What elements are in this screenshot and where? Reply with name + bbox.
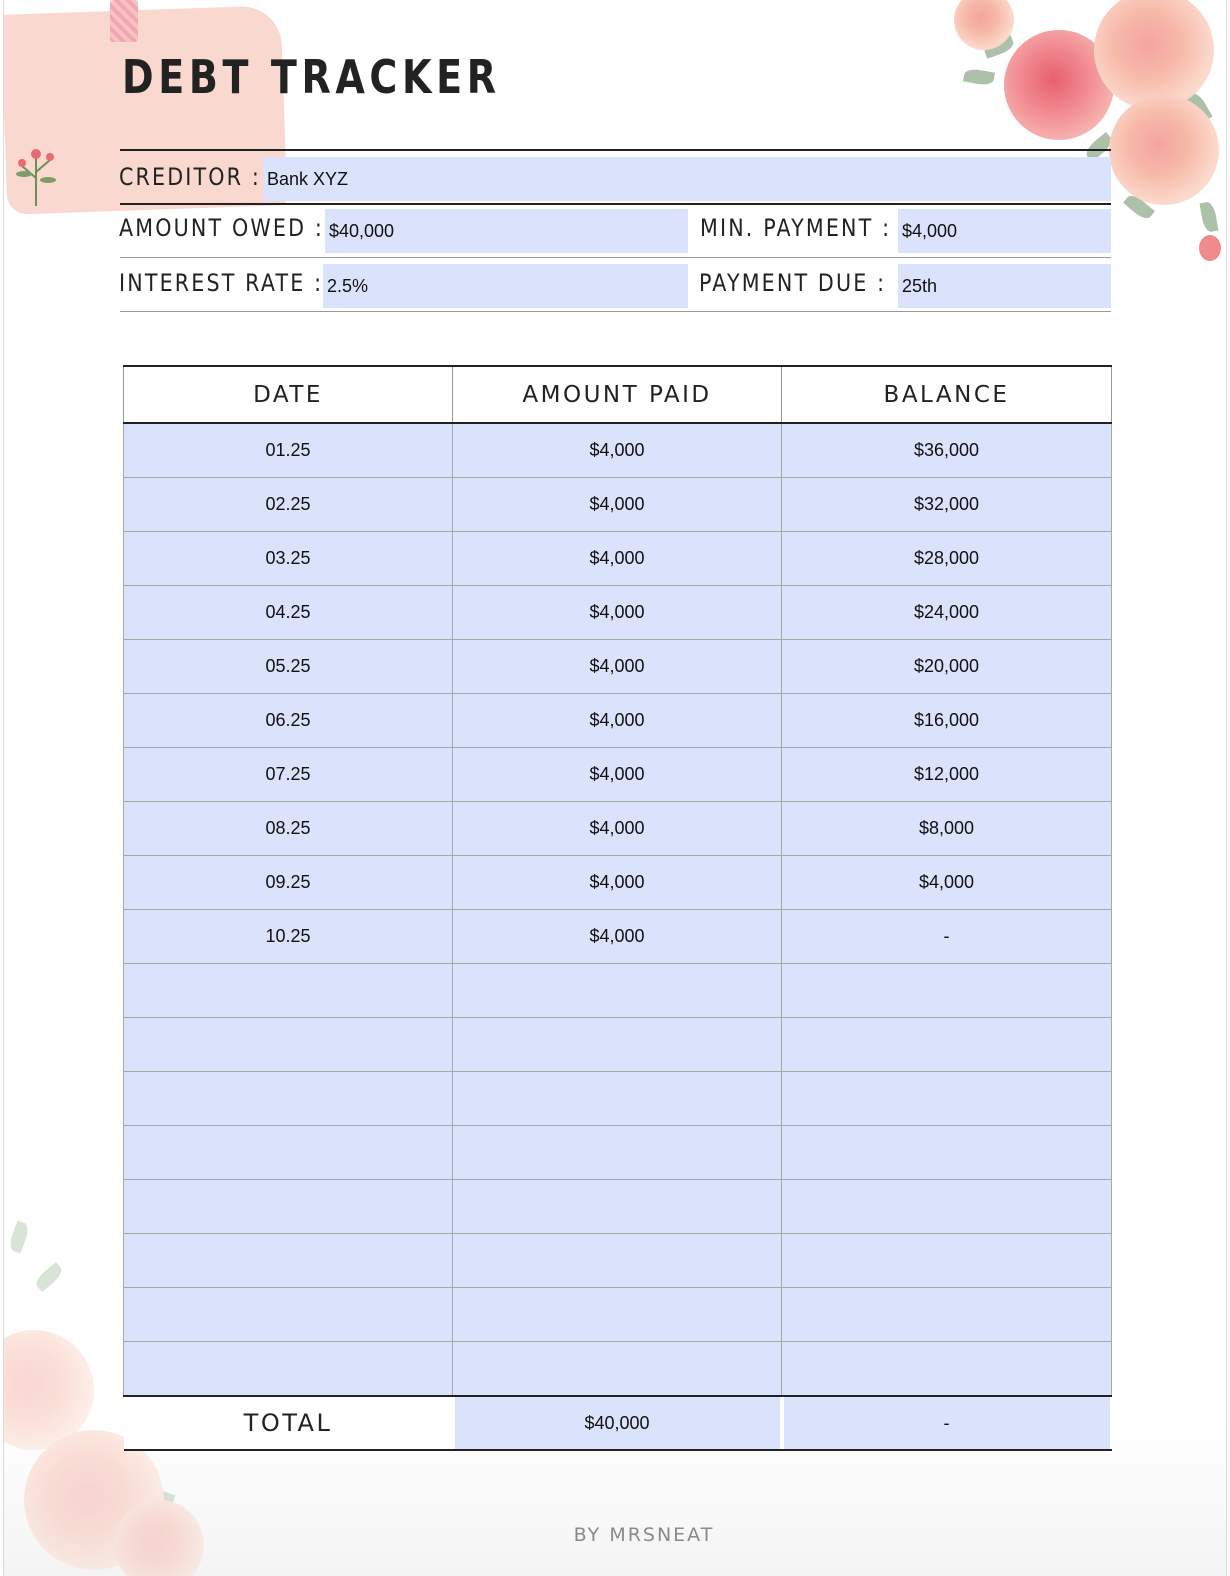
balance-cell[interactable]: $32,000 [782, 478, 1112, 532]
table-row [124, 1288, 1112, 1342]
balance-cell[interactable]: $20,000 [782, 640, 1112, 694]
date-cell[interactable]: 07.25 [124, 748, 453, 802]
date-cell[interactable]: 10.25 [124, 910, 453, 964]
page-title: DEBT TRACKER [122, 50, 501, 104]
table-row [124, 1234, 1112, 1288]
amount-paid-cell[interactable]: $4,000 [453, 586, 782, 640]
payment-due-label: PAYMENT DUE : [699, 269, 887, 297]
table-header-row [124, 366, 1112, 423]
total-amount-paid-cell[interactable] [453, 1396, 782, 1450]
balance-cell[interactable]: $24,000 [782, 586, 1112, 640]
balance-cell[interactable]: $28,000 [782, 532, 1112, 586]
table-row [124, 640, 1112, 694]
column-header-amount-paid: AMOUNT PAID [453, 366, 782, 423]
balance-cell[interactable]: $36,000 [782, 423, 1112, 478]
balance-cell[interactable]: - [782, 910, 1112, 964]
min-payment-label: MIN. PAYMENT : [700, 214, 892, 242]
date-cell[interactable] [124, 964, 453, 1018]
date-cell[interactable]: 01.25 [124, 423, 453, 478]
table-row [124, 964, 1112, 1018]
date-cell[interactable] [124, 1126, 453, 1180]
table-row [124, 1072, 1112, 1126]
column-header-date: DATE [124, 366, 453, 423]
interest-rate-label: INTEREST RATE : [119, 269, 324, 297]
balance-cell[interactable] [782, 1072, 1112, 1126]
amount-paid-cell[interactable]: $4,000 [453, 640, 782, 694]
amount-owed-label: AMOUNT OWED : [119, 214, 324, 242]
balance-cell[interactable]: $8,000 [782, 802, 1112, 856]
table-row [124, 802, 1112, 856]
date-cell[interactable]: 09.25 [124, 856, 453, 910]
amount-paid-cell[interactable] [453, 1180, 782, 1234]
table-row [124, 1342, 1112, 1397]
washi-tape-decoration [110, 0, 138, 42]
rule-amount [120, 257, 1111, 258]
date-cell[interactable] [124, 1018, 453, 1072]
total-amount-paid[interactable]: $40,000 [455, 1397, 780, 1449]
date-cell[interactable]: 04.25 [124, 586, 453, 640]
planner-page [3, 0, 1227, 1576]
balance-cell[interactable] [782, 1342, 1112, 1397]
amount-paid-cell[interactable]: $4,000 [453, 532, 782, 586]
flower-sprig-icon [14, 128, 58, 208]
payment-due-field[interactable]: 25th [898, 264, 1111, 308]
table-row [124, 910, 1112, 964]
date-cell[interactable]: 03.25 [124, 532, 453, 586]
table-row [124, 586, 1112, 640]
date-cell[interactable] [124, 1288, 453, 1342]
amount-paid-cell[interactable] [453, 1288, 782, 1342]
amount-paid-cell[interactable]: $4,000 [453, 478, 782, 532]
rule-interest [120, 311, 1111, 312]
amount-paid-cell[interactable] [453, 964, 782, 1018]
total-row [124, 1396, 1112, 1450]
balance-cell[interactable] [782, 964, 1112, 1018]
amount-paid-cell[interactable]: $4,000 [453, 910, 782, 964]
balance-cell[interactable]: $16,000 [782, 694, 1112, 748]
balance-cell[interactable] [782, 1126, 1112, 1180]
date-cell[interactable]: 02.25 [124, 478, 453, 532]
date-cell[interactable] [124, 1072, 453, 1126]
amount-paid-cell[interactable] [453, 1126, 782, 1180]
amount-paid-cell[interactable] [453, 1018, 782, 1072]
creditor-field[interactable]: Bank XYZ [263, 157, 1111, 201]
date-cell[interactable] [124, 1234, 453, 1288]
table-row [124, 532, 1112, 586]
rule-top [120, 149, 1111, 151]
column-header-balance: BALANCE [782, 366, 1112, 423]
min-payment-field[interactable]: $4,000 [898, 209, 1111, 253]
table-row [124, 748, 1112, 802]
amount-paid-cell[interactable] [453, 1234, 782, 1288]
date-cell[interactable] [124, 1180, 453, 1234]
balance-cell[interactable] [782, 1288, 1112, 1342]
creditor-label: CREDITOR : [119, 163, 261, 191]
table-row [124, 1018, 1112, 1072]
date-cell[interactable] [124, 1342, 453, 1397]
amount-paid-cell[interactable]: $4,000 [453, 694, 782, 748]
rule-creditor [120, 203, 1111, 205]
footer-brand: BY MRSNEAT [573, 1524, 715, 1546]
balance-cell[interactable]: $4,000 [782, 856, 1112, 910]
amount-paid-cell[interactable]: $4,000 [453, 423, 782, 478]
date-cell[interactable]: 06.25 [124, 694, 453, 748]
balance-cell[interactable] [782, 1018, 1112, 1072]
amount-paid-cell[interactable] [453, 1072, 782, 1126]
date-cell[interactable]: 08.25 [124, 802, 453, 856]
total-label-cell [124, 1396, 453, 1450]
date-cell[interactable]: 05.25 [124, 640, 453, 694]
amount-paid-cell[interactable] [453, 1342, 782, 1397]
table-row [124, 478, 1112, 532]
interest-rate-field[interactable]: 2.5% [323, 264, 688, 308]
amount-paid-cell[interactable]: $4,000 [453, 802, 782, 856]
debt-payment-table [123, 365, 1112, 1451]
table-row [124, 423, 1112, 478]
balance-cell[interactable] [782, 1180, 1112, 1234]
table-row [124, 856, 1112, 910]
amount-paid-cell[interactable]: $4,000 [453, 748, 782, 802]
table-row [124, 1180, 1112, 1234]
amount-paid-cell[interactable]: $4,000 [453, 856, 782, 910]
total-balance-cell[interactable] [782, 1396, 1112, 1450]
total-balance[interactable]: - [784, 1397, 1110, 1449]
table-row [124, 1126, 1112, 1180]
table-row [124, 694, 1112, 748]
amount-owed-field[interactable]: $40,000 [325, 209, 688, 253]
total-label: TOTAL [243, 1409, 333, 1437]
balance-cell[interactable] [782, 1234, 1112, 1288]
balance-cell[interactable]: $12,000 [782, 748, 1112, 802]
